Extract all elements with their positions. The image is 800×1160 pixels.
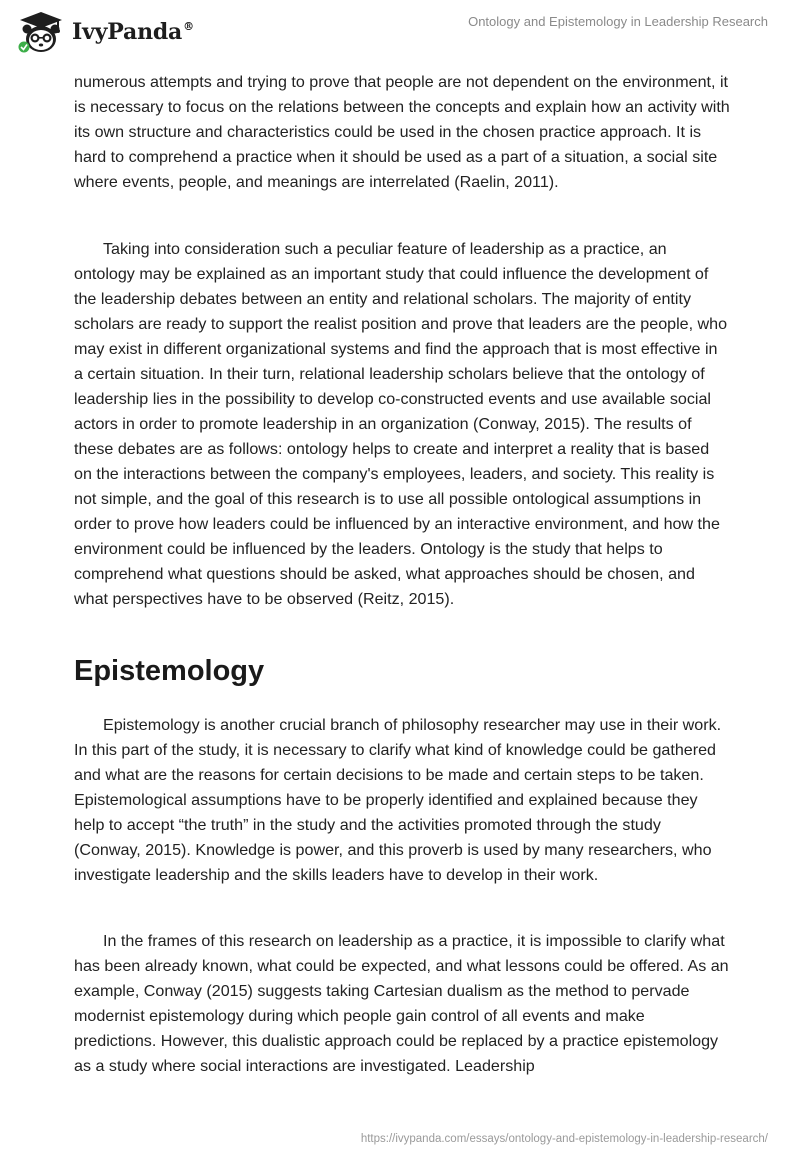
body-paragraph: Epistemology is another crucial branch of philosophy researcher may use in their work. In this part of the study, it is necessary to clarify what kind of knowledge could be gathered and what are the reasons for certain decisions to be made and certain steps to be taken. Epistemological assumptions have to be properly identified and explained because they help to accept “the truth” in the study and the activities promoted through the study (Conway, 2015). Knowledge is power, and this proverb is used by many researchers, who investigate leadership and the skills leaders have to develop in their work. (74, 716, 722, 884)
body-paragraph: Taking into consideration such a peculiar feature of leadership as a practice, an ontology may be explained as an important study that could influence the development of the leadership debates between an entity and relational scholars. The majority of entity scholars are ready to support the realist position and prove that leaders are the people, who may exist in different organizational systems and find the approach that is most effective in a certain situation. In their turn, relational leadership scholars believe that the ontology of leadership lies in the possibility to develop co-constructed events and use available social actors in order to promote leadership in an organization (Conway, 2015). The results of these debates are as follows: ontology helps to create and interpret a reality that is based on the interactions between the company's employees, leaders, and society. This reality is not simple, and the goal of this research is to use all possible ontological assumptions in order to prove how leaders could be influenced by an interactive environment, and how the environment could be influenced by the leaders. Ontology is the study that helps to comprehend what questions should be asked, what approaches should be chosen, and what perspectives have to be observed (Reitz, 2015). (74, 240, 728, 608)
running-title: Ontology and Epistemology in Leadership Research (468, 14, 768, 29)
brand-name (72, 19, 194, 45)
source-url[interactable]: https://ivypanda.com/essays/ontology-and-epistemology-in-leadership-research/ (360, 1133, 768, 1145)
registered-mark: ® (183, 20, 194, 33)
page-header (0, 0, 800, 70)
body-paragraph: numerous attempts and trying to prove that people are not dependent on the environment, it is necessary to focus on the relations between the concepts and explain how an activity with its own structure and characteristics could be used in the chosen practice approach. It is hard to comprehend a practice when it should be used as a part of a situation, a social site where events, people, and meanings are interrelated (Raelin, 2011). (74, 73, 730, 191)
brand-text: IvyPanda (72, 19, 183, 45)
brand-logo[interactable] (16, 8, 194, 56)
body-paragraph: In the frames of this research on leadership as a practice, it is impossible to clarify what has been already known, what could be expected, and what lessons could be offered. As an example, Conway (2015) suggests taking Cartesian dualism as the method to pervade modernist epistemology during which people gain control of all events and make predictions. However, this dualistic approach could be replaced by a practice epistemology as a study where social interactions are investigated. Leadership (74, 932, 729, 1075)
section-heading: Epistemology (74, 655, 265, 687)
panda-graduate-icon (16, 10, 66, 54)
